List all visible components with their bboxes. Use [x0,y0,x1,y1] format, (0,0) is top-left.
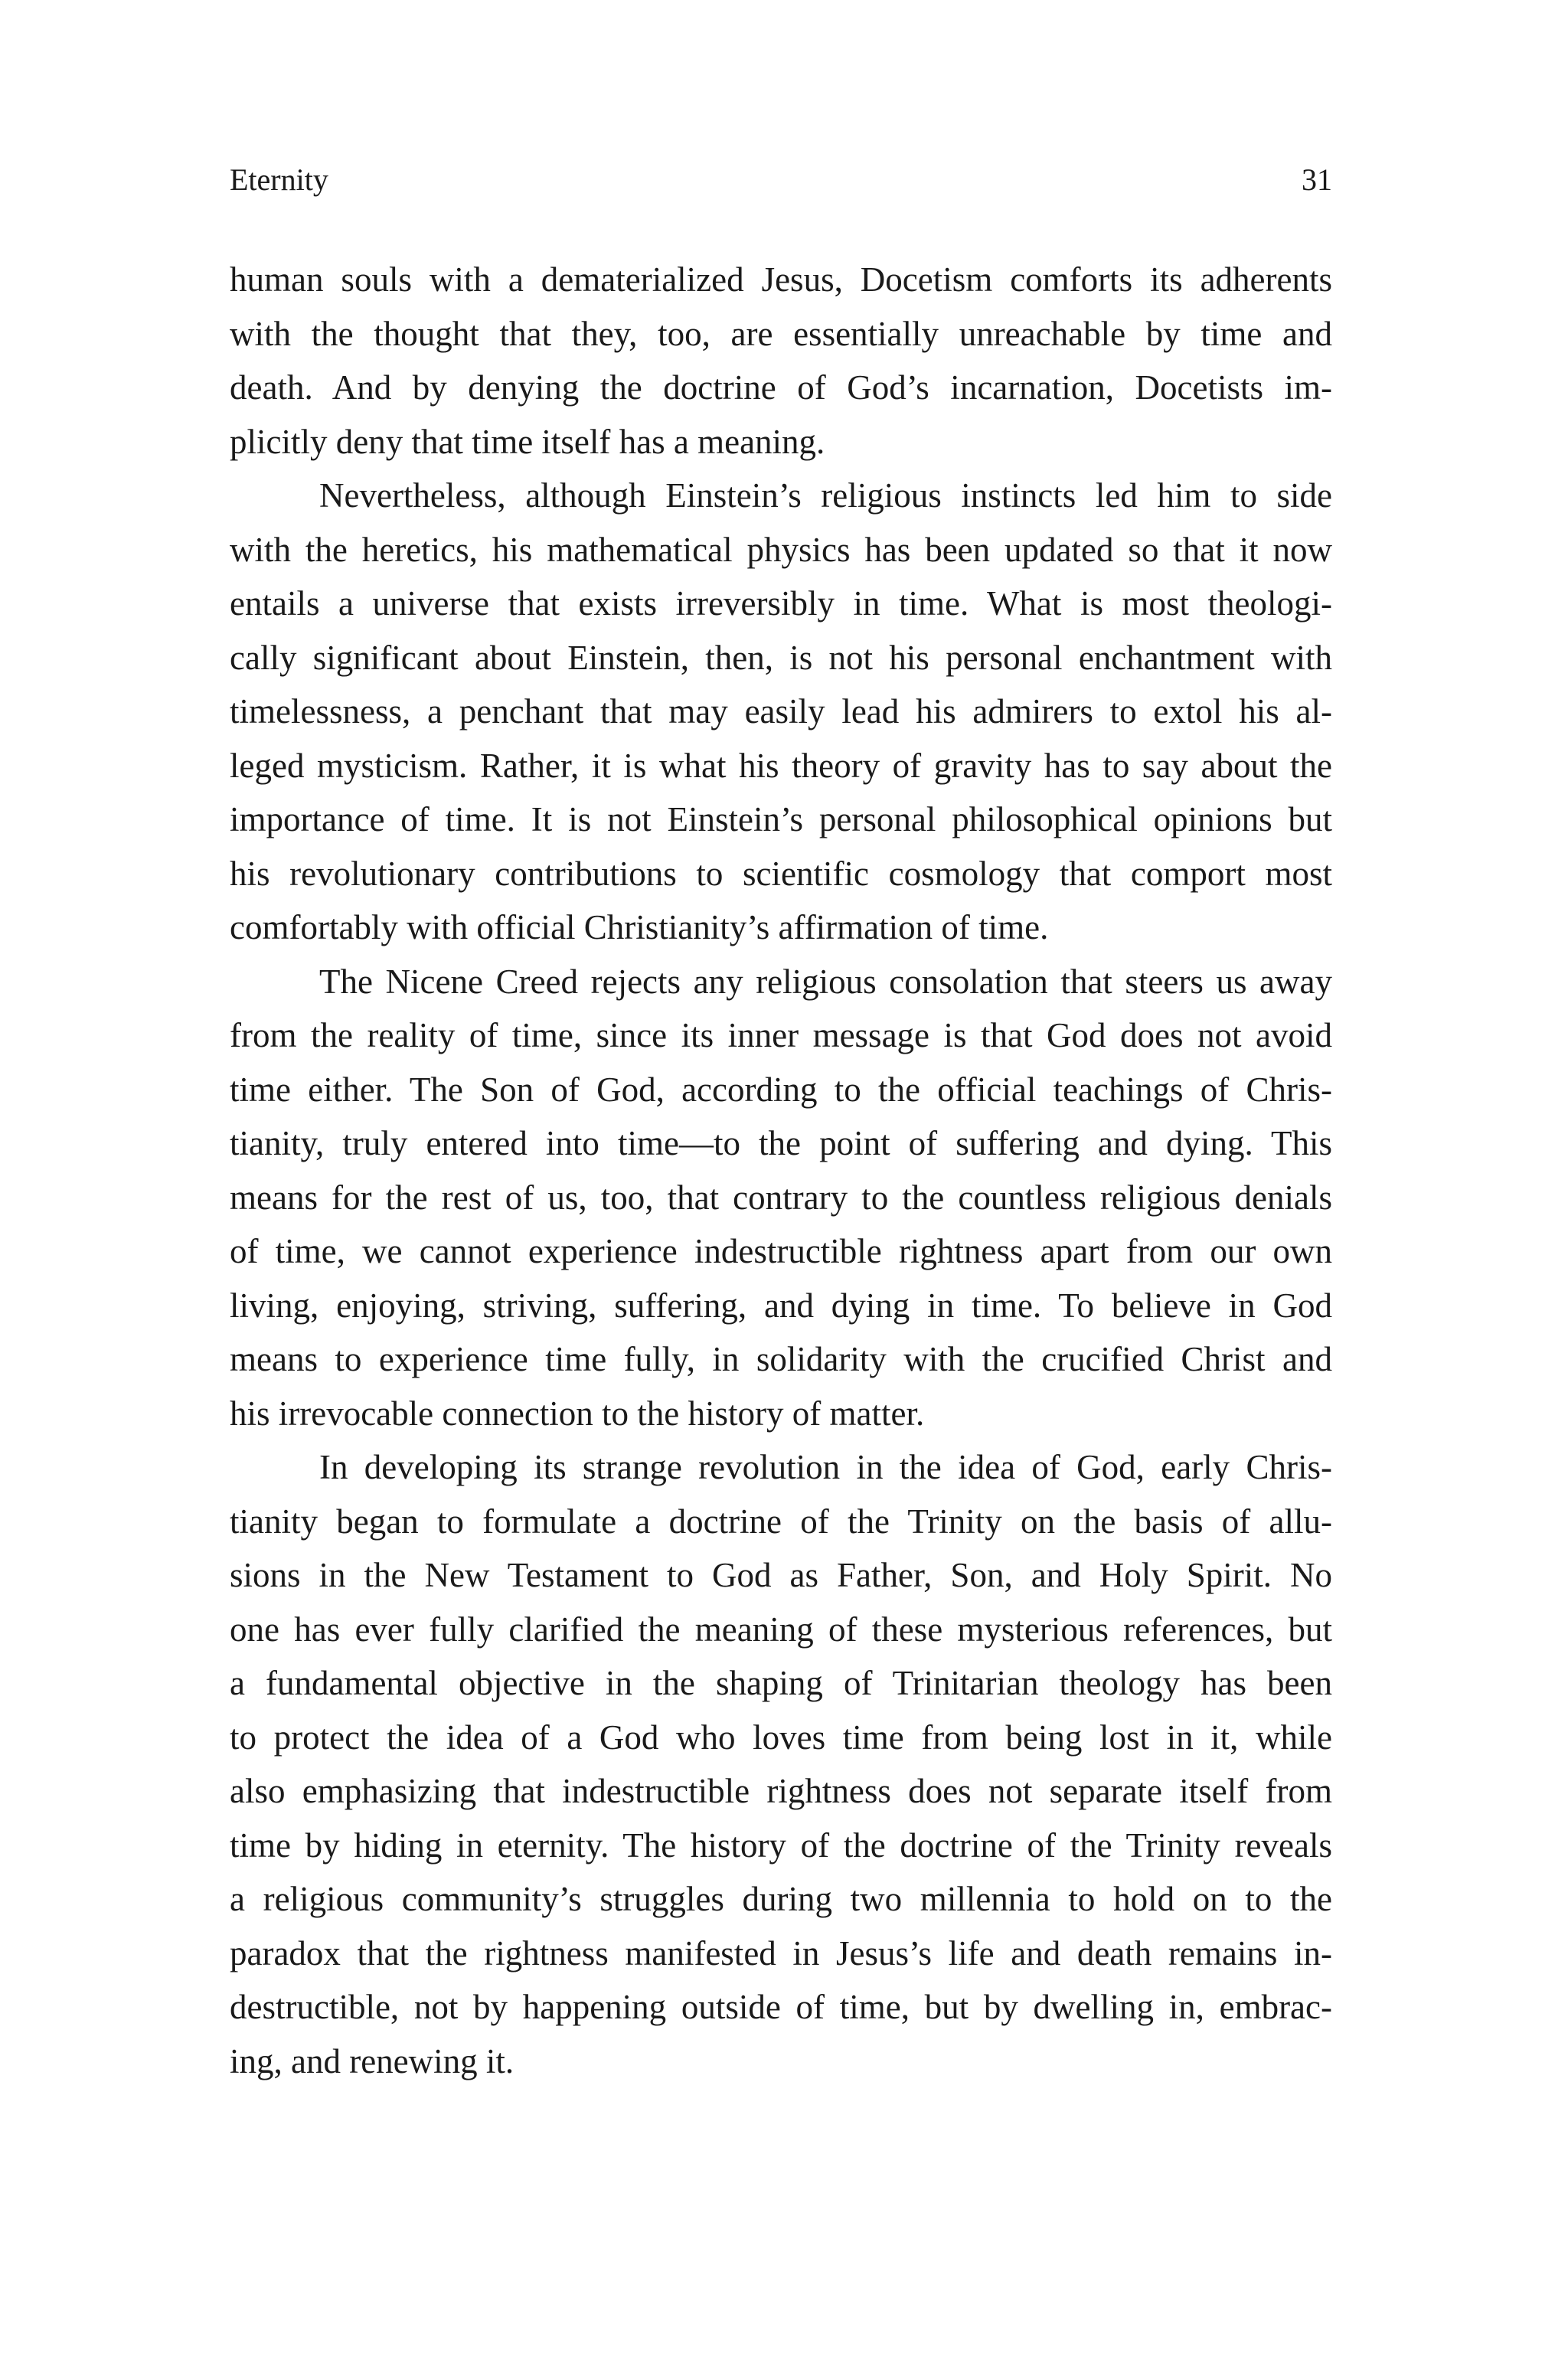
text-line: In developing its strange revolution in the idea of God, early Chris- [319,1448,1332,1486]
text-line: The Nicene Creed rejects any religious consolation that steers us away [319,962,1332,1001]
text-line: his revolutionary contributions to scientific cosmology that comport most [230,854,1332,893]
text-line: ing, and renewing it. [230,2041,514,2080]
text-line: a religious community’s struggles during two millennia to hold on to the [230,1880,1332,1918]
text-line: his irrevocable connection to the history of matter. [230,1394,925,1433]
running-title: Eternity [230,162,328,197]
text-line: also emphasizing that indestructible rightness does not separate itself from [230,1772,1332,1810]
paragraph [230,955,1332,1441]
paragraph [230,469,1332,955]
text-line: death. And by denying the doctrine of God’s incarnation, Docetists im- [230,368,1332,407]
text-line: Nevertheless, although Einstein’s religious instincts led him to side [319,476,1332,515]
page-number: 31 [1302,162,1332,197]
paragraph [230,1440,1332,2088]
text-line: human souls with a dematerialized Jesus, Docetism comforts its adherents [230,260,1332,299]
text-line: means to experience time fully, in solidarity with the crucified Christ and [230,1340,1332,1378]
text-line: with the heretics, his mathematical physics has been updated so that it now [230,530,1332,569]
text-line: tianity, truly entered into time—to the point of suffering and dying. This [230,1124,1332,1162]
text-line: paradox that the rightness manifested in Jesus’s life and death remains in- [230,1933,1332,1972]
text-line: with the thought that they, too, are essentially unreachable by time and [230,314,1332,353]
paragraph [230,253,1332,469]
text-line: tianity began to formulate a doctrine of the Trinity on the basis of allu- [230,1502,1332,1541]
text-line: one has ever fully clarified the meaning of these mysterious references, but [230,1610,1332,1649]
text-line: time either. The Son of God, according to the official teachings of Chris- [230,1070,1332,1109]
body-text [230,253,1332,2088]
text-line: sions in the New Testament to God as Father, Son, and Holy Spirit. No [230,1556,1332,1594]
text-line: comfortably with official Christianity’s affirmation of time. [230,908,1049,946]
text-line: entails a universe that exists irreversibly in time. What is most theologi- [230,584,1332,623]
text-line: timelessness, a penchant that may easily lead his admirers to extol his al- [230,692,1332,730]
text-line: living, enjoying, striving, suffering, and dying in time. To believe in God [230,1286,1332,1325]
text-line: to protect the idea of a God who loves time from being lost in it, while [230,1718,1332,1757]
text-line: cally significant about Einstein, then, is not his personal enchantment with [230,638,1332,677]
text-line: destructible, not by happening outside of time, but by dwelling in, embrac- [230,1988,1332,2026]
text-line: a fundamental objective in the shaping of Trinitarian theology has been [230,1664,1332,1702]
text-line: of time, we cannot experience indestructible rightness apart from our own [230,1232,1332,1270]
text-line: importance of time. It is not Einstein’s personal philosophical opinions but [230,800,1332,838]
text-line: from the reality of time, since its inner message is that God does not avoid [230,1016,1332,1054]
text-line: means for the rest of us, too, that contrary to the countless religious denials [230,1178,1332,1217]
text-line: plicitly deny that time itself has a meaning. [230,422,825,461]
text-line: time by hiding in eternity. The history of the doctrine of the Trinity reveals [230,1825,1332,1865]
text-line: leged mysticism. Rather, it is what his theory of gravity has to say about the [230,746,1332,785]
running-head [230,157,1332,203]
